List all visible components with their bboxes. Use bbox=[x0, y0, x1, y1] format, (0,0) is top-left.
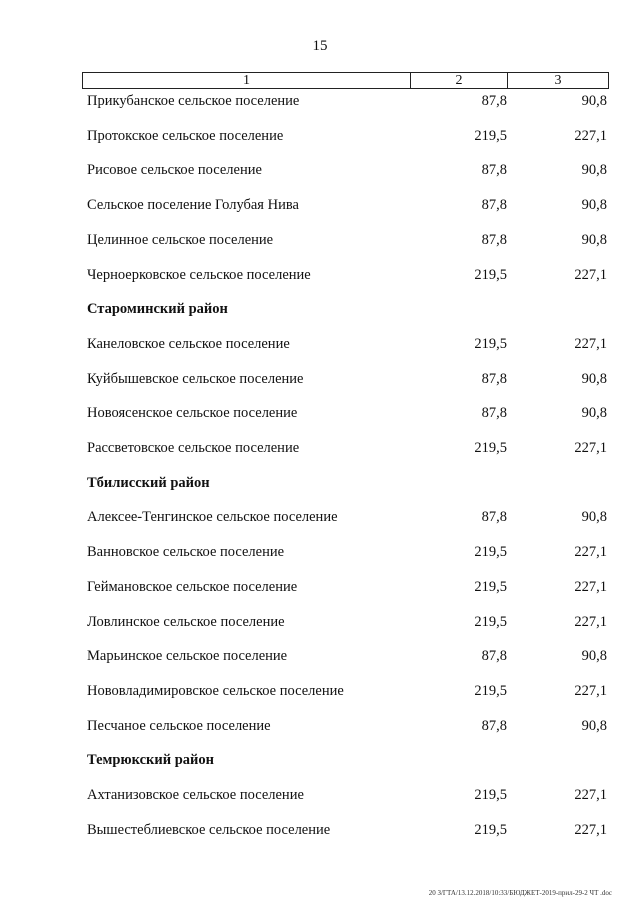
district-heading: Тбилисский район bbox=[87, 474, 210, 491]
value-col-3: 227,1 bbox=[574, 440, 607, 456]
section-row bbox=[0, 472, 640, 494]
header-col-2: 2 bbox=[411, 73, 508, 88]
value-col-3: 90,8 bbox=[581, 509, 607, 526]
settlement-name: Алексее-Тенгинское сельское поселение bbox=[87, 509, 338, 526]
table-row bbox=[0, 680, 640, 702]
table-row bbox=[0, 90, 640, 112]
value-col-3: 227,1 bbox=[574, 127, 607, 144]
value-col-2: 219,5 bbox=[474, 821, 507, 838]
settlement-name: Ахтанизовское сельское поселение bbox=[87, 787, 304, 803]
settlement-name: Рассветовское сельское поселение bbox=[87, 440, 300, 456]
table-row bbox=[0, 784, 640, 806]
settlement-name: Сельское поселение Голубая Нива bbox=[87, 197, 299, 214]
value-col-2: 87,8 bbox=[481, 405, 507, 422]
value-col-2: 219,5 bbox=[474, 440, 507, 456]
value-col-3: 227,1 bbox=[574, 682, 607, 699]
value-col-3: 90,8 bbox=[581, 370, 607, 387]
value-col-3: 227,1 bbox=[574, 613, 607, 630]
value-col-3: 227,1 bbox=[574, 578, 607, 595]
value-col-2: 87,8 bbox=[481, 93, 507, 109]
value-col-2: 219,5 bbox=[474, 335, 507, 352]
value-col-3: 90,8 bbox=[581, 162, 607, 179]
settlement-name: Протокское сельское поселение bbox=[87, 127, 284, 144]
value-col-3: 90,8 bbox=[581, 197, 607, 214]
settlement-name: Марьинское сельское поселение bbox=[87, 648, 288, 665]
value-col-3: 90,8 bbox=[581, 717, 607, 734]
value-col-3: 227,1 bbox=[574, 266, 607, 283]
value-col-2: 87,8 bbox=[481, 162, 507, 179]
settlement-name: Черноерковское сельское поселение bbox=[87, 266, 311, 283]
table-row bbox=[0, 229, 640, 251]
value-col-2: 219,5 bbox=[474, 127, 507, 144]
value-col-3: 90,8 bbox=[581, 405, 607, 422]
table-row bbox=[0, 611, 640, 633]
value-col-2: 87,8 bbox=[481, 197, 507, 214]
section-row bbox=[0, 298, 640, 320]
settlement-name: Нововладимировское сельское поселение bbox=[87, 682, 344, 699]
settlement-name: Канеловское сельское поселение bbox=[87, 335, 290, 352]
table-row bbox=[0, 576, 640, 598]
settlement-name: Целинное сельское поселение bbox=[87, 231, 274, 248]
table-row bbox=[0, 264, 640, 286]
value-col-3: 90,8 bbox=[581, 93, 607, 109]
value-col-3: 227,1 bbox=[574, 544, 607, 561]
value-col-2: 87,8 bbox=[481, 370, 507, 387]
value-col-3: 227,1 bbox=[574, 787, 607, 803]
settlement-name: Куйбышевское сельское поселение bbox=[87, 370, 304, 387]
value-col-3: 90,8 bbox=[581, 231, 607, 248]
table-row bbox=[0, 506, 640, 528]
footer-path: 20 З/ГТА/13.12.2018/10:33/БЮДЖЕТ-2019-прил-29-2 ЧТ .doc bbox=[428, 889, 612, 897]
settlement-name: Ванновское сельское поселение bbox=[87, 544, 285, 561]
table-row bbox=[0, 194, 640, 216]
value-col-2: 219,5 bbox=[474, 266, 507, 283]
value-col-2: 219,5 bbox=[474, 682, 507, 699]
table-header bbox=[82, 72, 609, 89]
settlement-name: Геймановское сельское поселение bbox=[87, 578, 298, 595]
header-col-1: 1 bbox=[83, 73, 411, 88]
district-heading: Темрюкский район bbox=[87, 752, 214, 769]
settlement-name: Песчаное сельское поселение bbox=[87, 717, 271, 734]
district-heading: Староминский район bbox=[87, 301, 228, 318]
value-col-2: 87,8 bbox=[481, 509, 507, 526]
value-col-3: 227,1 bbox=[574, 335, 607, 352]
settlement-name: Вышестеблиевское сельское поселение bbox=[87, 821, 331, 838]
value-col-2: 87,8 bbox=[481, 717, 507, 734]
table-row bbox=[0, 368, 640, 390]
table-row bbox=[0, 715, 640, 737]
table-row bbox=[0, 402, 640, 424]
settlement-name: Рисовое сельское поселение bbox=[87, 162, 262, 179]
value-col-2: 87,8 bbox=[481, 231, 507, 248]
table-row bbox=[0, 819, 640, 841]
value-col-3: 227,1 bbox=[574, 821, 607, 838]
settlement-name: Прикубанское сельское поселение bbox=[87, 93, 300, 109]
header-col-3: 3 bbox=[554, 73, 562, 88]
table-row bbox=[0, 437, 640, 459]
table-row bbox=[0, 159, 640, 181]
table-row bbox=[0, 645, 640, 667]
value-col-2: 87,8 bbox=[481, 648, 507, 665]
table-row bbox=[0, 541, 640, 563]
value-col-2: 219,5 bbox=[474, 578, 507, 595]
section-row bbox=[0, 749, 640, 771]
settlement-name: Новоясенское сельское поселение bbox=[87, 405, 298, 422]
table-row bbox=[0, 333, 640, 355]
value-col-3: 90,8 bbox=[581, 648, 607, 665]
settlement-name: Ловлинское сельское поселение bbox=[87, 613, 285, 630]
value-col-2: 219,5 bbox=[474, 544, 507, 561]
value-col-2: 219,5 bbox=[474, 613, 507, 630]
page-number: 15 bbox=[312, 38, 328, 54]
value-col-2: 219,5 bbox=[474, 787, 507, 803]
table-row bbox=[0, 125, 640, 147]
